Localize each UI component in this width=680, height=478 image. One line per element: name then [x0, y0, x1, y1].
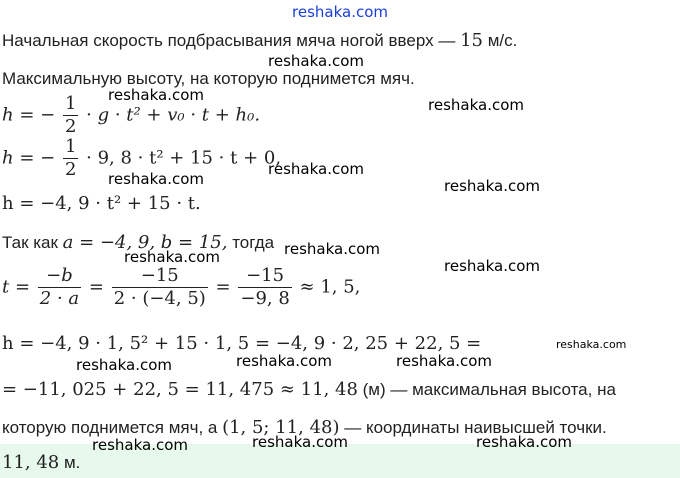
watermark: reshaka.com [268, 52, 364, 70]
fraction-numerator: −15 [112, 265, 208, 288]
watermark: reshaka.com [428, 96, 524, 114]
equals-sign: = [215, 276, 231, 298]
fraction-denominator: 2 [64, 159, 77, 180]
formula-lhs: h = − [2, 104, 56, 126]
fraction-denominator: 2 · a [39, 288, 80, 309]
fraction-half [63, 136, 78, 181]
fraction-time-3 [238, 265, 291, 310]
velocity-unit: м/с. [482, 31, 518, 50]
coefficients-math: a = −4, 9, b = 15, [62, 232, 228, 253]
equals-sign: = [88, 276, 104, 298]
watermark: reshaka.com [444, 257, 540, 275]
watermark: reshaka.com [108, 86, 204, 104]
formula-lhs: h = − [2, 147, 56, 169]
time-lhs: t = [2, 276, 31, 298]
formula-substituted [2, 136, 281, 181]
answer-value: 11, 48 [2, 452, 60, 473]
formula-simplified: h = −4, 9 · t² + 15 · t. [2, 193, 201, 214]
answer [2, 452, 80, 473]
coefficients-suffix: тогда [227, 233, 275, 252]
height-result-line [2, 379, 616, 400]
fraction-numerator: −15 [238, 265, 291, 288]
question-text: Максимальную высоту, на которую поднимется мяч. [2, 69, 415, 88]
watermark: reshaka.com [108, 170, 204, 188]
fraction-denominator: 2 [64, 116, 77, 137]
fraction-time-2 [112, 265, 208, 310]
watermark: reshaka.com [92, 436, 188, 454]
formula-rhs: · 9, 8 · t² + 15 · t + 0, [86, 147, 282, 169]
formula-time [2, 265, 360, 310]
fraction-numerator: −b [38, 265, 81, 288]
coefficients-line [2, 232, 274, 253]
fraction-half [63, 93, 78, 138]
watermark: reshaka.com [476, 433, 572, 451]
formula-rhs: · g · t² + v₀ · t + h₀. [86, 104, 261, 126]
fraction-denominator: 2 · (−4, 5) [113, 288, 206, 309]
coordinates-line [2, 417, 607, 438]
formula-general [2, 93, 260, 138]
fraction-numerator: 1 [64, 136, 77, 157]
formula-height-calc: h = −4, 9 · 1, 5² + 15 · 1, 5 = −4, 9 · 2, 25 + 22, 5 = [2, 333, 482, 354]
watermark-top: reshaka.com [292, 3, 388, 21]
velocity-value: 15 [460, 30, 483, 51]
height-result-math: = −11, 025 + 22, 5 = 11, 475 ≈ 11, 48 [2, 379, 358, 400]
fraction-numerator: 1 [64, 93, 77, 114]
answer-unit: м. [59, 453, 81, 472]
watermark: reshaka.com [76, 356, 172, 374]
watermark: reshaka.com [252, 433, 348, 451]
watermark: reshaka.com [396, 352, 492, 370]
height-result-text: (м) — максимальная высота, на [357, 380, 616, 399]
watermark: reshaka.com [236, 352, 332, 370]
watermark: reshaka.com [124, 248, 220, 266]
watermark: reshaka.com [556, 338, 627, 351]
statement-text: Начальная скорость подбрасывания мяча ногой вверх — [2, 31, 461, 50]
watermark: reshaka.com [444, 177, 540, 195]
fraction-time-1 [38, 265, 81, 310]
watermark: reshaka.com [268, 160, 364, 178]
watermark: reshaka.com [284, 240, 380, 258]
coefficients-prefix: Так как [2, 233, 63, 252]
coordinates-prefix: которую поднимется мяч, а [2, 418, 223, 437]
coordinates-suffix: — координаты наивысшей точки. [339, 418, 607, 437]
problem-statement [2, 30, 517, 51]
time-result: ≈ 1, 5, [299, 276, 361, 298]
fraction-denominator: −9, 8 [240, 288, 290, 309]
coordinates-math: (1, 5; 11, 48) [222, 417, 340, 438]
